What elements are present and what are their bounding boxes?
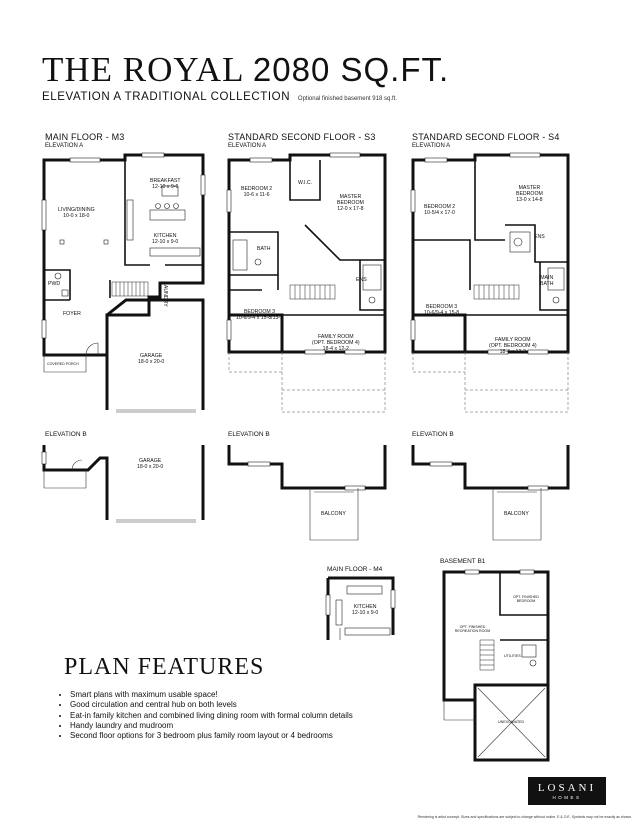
s4-room-bed3-dim: 10-6/9-4 x 15-8 — [424, 310, 460, 316]
room-porch: COVERED PORCH — [47, 362, 79, 366]
s3-room-bed3-dim: 10-6/9-4 x 15-8/13-2 — [236, 315, 284, 321]
s4-room-main-bath-label: MAIN — [540, 275, 554, 281]
s3-room-wic: W.I.C. — [298, 180, 313, 186]
elev-b-label-2: ELEVATION B — [228, 431, 270, 438]
s4-room-bed2-label: BEDROOM 2 — [424, 204, 456, 210]
basement-title: BASEMENT B1 — [440, 558, 486, 565]
logo-name: LOSANI — [537, 782, 597, 794]
s4-sub: ELEVATION A — [412, 143, 451, 149]
s4-room-master-dim: 13-0 x 14-8 — [516, 197, 543, 203]
feature-item: • Eat-in family kitchen and combined living dining room with formal column details — [70, 711, 353, 721]
elev-b-garage-label: GARAGE — [139, 458, 162, 464]
s3-room-master-dim: 12-0 x 17-8 — [337, 206, 364, 212]
s3-room-master-label: MASTER — [339, 194, 362, 200]
main-floor-sub: ELEVATION A — [45, 143, 84, 149]
subtitle-text: ELEVATION A TRADITIONAL COLLECTION — [42, 91, 291, 103]
basement-room-utilities: UTILITIES — [504, 654, 521, 658]
room-living-dim: 10-0 x 18-0 — [63, 213, 90, 219]
s4-room-master-label: MASTER — [518, 185, 541, 191]
m4-title: MAIN FLOOR - M4 — [327, 566, 383, 573]
room-garage-label: GARAGE — [140, 353, 163, 359]
s4-room-ens: ENS — [534, 234, 545, 240]
room-foyer: FOYER — [63, 311, 81, 317]
s3-room-bath: BATH — [257, 246, 271, 252]
elev-b-balcony-1: BALCONY — [321, 511, 346, 517]
basement-room-bedroom: OPT. FINISHED BEDROOM — [513, 595, 539, 604]
room-breakfast-label: BREAKFAST — [150, 178, 181, 184]
room-kitchen-dim: 12-10 x 9-0 — [152, 239, 179, 245]
elev-b-garage-dim: 18-0 x 20-0 — [137, 464, 164, 470]
m4-kitchen-label: KITCHEN — [353, 604, 377, 610]
s4-room-family-dim: 18-4 x 12-2 — [499, 349, 526, 355]
s4-room-bed2-dim: 10-5/4 x 17-0 — [424, 210, 455, 216]
s4-room-bed3-label: BEDROOM 3 — [426, 304, 458, 310]
features-list — [58, 690, 353, 741]
room-living-label: LIVING/DINING — [58, 207, 95, 213]
title-sqft: 2080 SQ.FT. — [252, 51, 450, 88]
feature-item: • Good circulation and central hub on both levels — [70, 700, 353, 710]
elev-b-label-3: ELEVATION B — [412, 431, 454, 438]
s4-room-family-label: FAMILY ROOM — [495, 337, 531, 343]
room-pwd: PWD — [48, 281, 61, 287]
s3-room-bed2-label: BEDROOM 2 — [241, 186, 273, 192]
logo-sub: HOMES — [552, 795, 582, 800]
losani-logo — [528, 777, 606, 805]
s3-room-bed2-dim: 10-6 x 11-6 — [243, 192, 270, 198]
s4-room-master-label2: BEDROOM — [516, 191, 543, 197]
feature-item: • Smart plans with maximum usable space! — [70, 690, 353, 700]
feature-item: • Handy laundry and mudroom — [70, 721, 353, 731]
s4-room-main-bath-label2: BATH — [540, 281, 554, 287]
s3-room-family-label: FAMILY ROOM — [318, 334, 354, 340]
s3-room-family-opt: (OPT. BEDROOM 4) — [312, 340, 360, 346]
s3-room-family-dim: 18-4 x 12-2 — [322, 346, 349, 352]
room-garage-dim: 18-0 x 20-0 — [138, 359, 165, 365]
basement-room-unexcavated: UNEXCAVATED — [498, 720, 525, 724]
main-floor-title: MAIN FLOOR - M3 — [45, 132, 125, 142]
feature-item: • Second floor options for 3 bedroom plus family room layout or 4 bedrooms — [70, 731, 353, 741]
title-name: THE ROYAL — [42, 50, 244, 89]
room-kitchen-label: KITCHEN — [153, 233, 177, 239]
s3-sub: ELEVATION A — [228, 143, 267, 149]
basement-room-rec: OPT. FINISHED RECREATION ROOM — [454, 625, 491, 634]
s3-room-bed3-label: BEDROOM 3 — [243, 309, 276, 315]
s3-room-master-label2: BEDROOM — [337, 200, 364, 206]
elev-b-balcony-2: BALCONY — [504, 511, 529, 517]
features-title: PLAN FEATURES — [64, 654, 265, 680]
subtitle-note: Optional finished basement 918 sq.ft. — [297, 96, 397, 102]
m4-kitchen-dim: 12-10 x 9-0 — [352, 610, 379, 616]
s4-room-family-opt: (OPT. BEDROOM 4) — [489, 343, 537, 349]
s3-room-ens: ENS — [356, 277, 367, 283]
elev-b-label-1: ELEVATION B — [45, 431, 87, 438]
room-laundry: LAUNDRY — [162, 282, 168, 307]
disclaimer: Rendering is artist concept. Sizes and specifications are subject to change without notice. E.& O.E. Symbols may not be exactly as shown. — [417, 815, 632, 819]
s3-title: STANDARD SECOND FLOOR - S3 — [228, 132, 376, 142]
s4-title: STANDARD SECOND FLOOR - S4 — [412, 132, 560, 142]
room-breakfast-dim: 12-10 x 9-6 — [152, 184, 179, 190]
